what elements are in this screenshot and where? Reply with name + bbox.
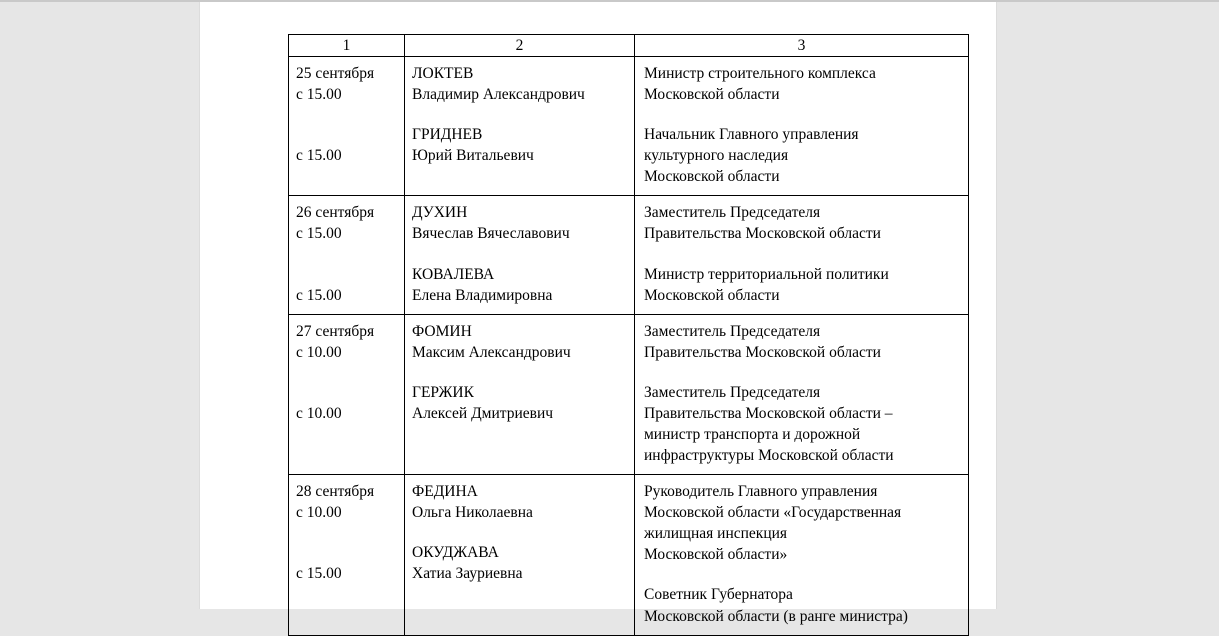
date-entry — [296, 542, 404, 584]
column-header-3: 3 — [635, 35, 969, 57]
person-given-name: Юрий Витальевич — [412, 147, 534, 165]
position-entry — [644, 124, 968, 187]
date-entry — [296, 63, 404, 105]
person-entry — [412, 382, 634, 424]
time-label: с 10.00 — [296, 504, 342, 522]
cell-person — [405, 57, 635, 196]
column-header-1: 1 — [289, 35, 405, 57]
position-line: Советник Губернатора — [644, 586, 793, 604]
position-line: инфраструктуры Московской области — [644, 447, 894, 465]
person-surname: ГЕРЖИК — [412, 383, 474, 401]
position-entry — [644, 584, 968, 626]
person-given-name: Елена Владимировна — [412, 286, 553, 304]
position-line: министр транспорта и дорожной — [644, 426, 861, 444]
date-entry — [296, 321, 404, 363]
cell-position — [635, 196, 969, 314]
table-row — [289, 475, 969, 635]
time-label: с 15.00 — [296, 565, 342, 583]
table-row — [289, 314, 969, 474]
position-entry — [644, 202, 968, 244]
position-line: Министр территориальной политики — [644, 265, 889, 283]
column-header-2: 2 — [405, 35, 635, 57]
person-entry — [412, 264, 634, 306]
cell-position — [635, 57, 969, 196]
date-entry — [296, 481, 404, 523]
position-entry — [644, 321, 968, 363]
position-entry — [644, 481, 968, 565]
position-line: Правительства Московской области – — [644, 404, 893, 422]
table-row — [289, 196, 969, 314]
person-surname: ФЕДИНА — [412, 483, 478, 501]
person-entry — [412, 124, 634, 166]
position-line: Заместитель Председателя — [644, 322, 821, 340]
document-page — [200, 2, 996, 625]
time-label: с 15.00 — [296, 147, 342, 165]
position-line: жилищная инспекция — [644, 525, 788, 543]
time-label: с 10.00 — [296, 343, 342, 361]
person-entry — [412, 321, 634, 363]
person-given-name: Максим Александрович — [412, 343, 571, 361]
cell-person — [405, 196, 635, 314]
position-line: Руководитель Главного управления — [644, 483, 878, 501]
person-entry — [412, 542, 634, 584]
date-entry — [296, 264, 404, 306]
cell-date — [289, 314, 405, 474]
cell-date — [289, 475, 405, 635]
person-surname: ДУХИН — [412, 204, 468, 222]
cell-position — [635, 314, 969, 474]
position-line: Московской области — [644, 168, 780, 186]
person-given-name: Алексей Дмитриевич — [412, 404, 554, 422]
position-line: Московской области» — [644, 546, 788, 564]
date-entry — [296, 202, 404, 244]
cell-person — [405, 314, 635, 474]
table-body — [289, 57, 969, 636]
position-line: Правительства Московской области — [644, 343, 881, 361]
cell-position — [635, 475, 969, 635]
person-given-name: Вячеслав Вячеславович — [412, 225, 570, 243]
person-surname: ФОМИН — [412, 322, 472, 340]
person-given-name: Владимир Александрович — [412, 86, 585, 104]
time-label: с 15.00 — [296, 286, 342, 304]
person-surname: ОКУДЖАВА — [412, 544, 499, 562]
position-line: Заместитель Председателя — [644, 204, 821, 222]
table-header-row — [289, 35, 969, 57]
position-line: Московской области — [644, 286, 780, 304]
position-entry — [644, 264, 968, 306]
date-label: 26 сентября — [296, 204, 375, 222]
date-label: 28 сентября — [296, 483, 375, 501]
reception-schedule-table — [288, 34, 969, 636]
person-given-name: Хатиа Зауриевна — [412, 565, 523, 583]
person-given-name: Ольга Николаевна — [412, 504, 533, 522]
position-line: Правительства Московской области — [644, 225, 881, 243]
position-line: Московской области «Государственная — [644, 504, 902, 522]
cell-date — [289, 196, 405, 314]
date-entry — [296, 382, 404, 424]
table-header — [289, 35, 969, 57]
cell-date — [289, 57, 405, 196]
person-entry — [412, 202, 634, 244]
position-line: Заместитель Председателя — [644, 383, 821, 401]
position-line: культурного наследия — [644, 147, 789, 165]
date-entry — [296, 124, 404, 166]
position-entry — [644, 382, 968, 466]
time-label: с 10.00 — [296, 404, 342, 422]
time-label: с 15.00 — [296, 225, 342, 243]
person-surname: КОВАЛЕВА — [412, 265, 495, 283]
person-entry — [412, 63, 634, 105]
date-label: 27 сентября — [296, 322, 375, 340]
position-line: Московской области (в ранге министра) — [644, 607, 908, 625]
time-label: с 15.00 — [296, 86, 342, 104]
person-surname: ЛОКТЕВ — [412, 65, 474, 82]
position-line: Начальник Главного управления — [644, 126, 859, 144]
person-entry — [412, 481, 634, 523]
cell-person — [405, 475, 635, 635]
position-line: Министр строительного комплекса — [644, 65, 876, 82]
table-row — [289, 57, 969, 196]
position-line: Московской области — [644, 86, 780, 104]
person-surname: ГРИДНЕВ — [412, 126, 483, 144]
date-label: 25 сентября — [296, 65, 375, 82]
position-entry — [644, 63, 968, 105]
